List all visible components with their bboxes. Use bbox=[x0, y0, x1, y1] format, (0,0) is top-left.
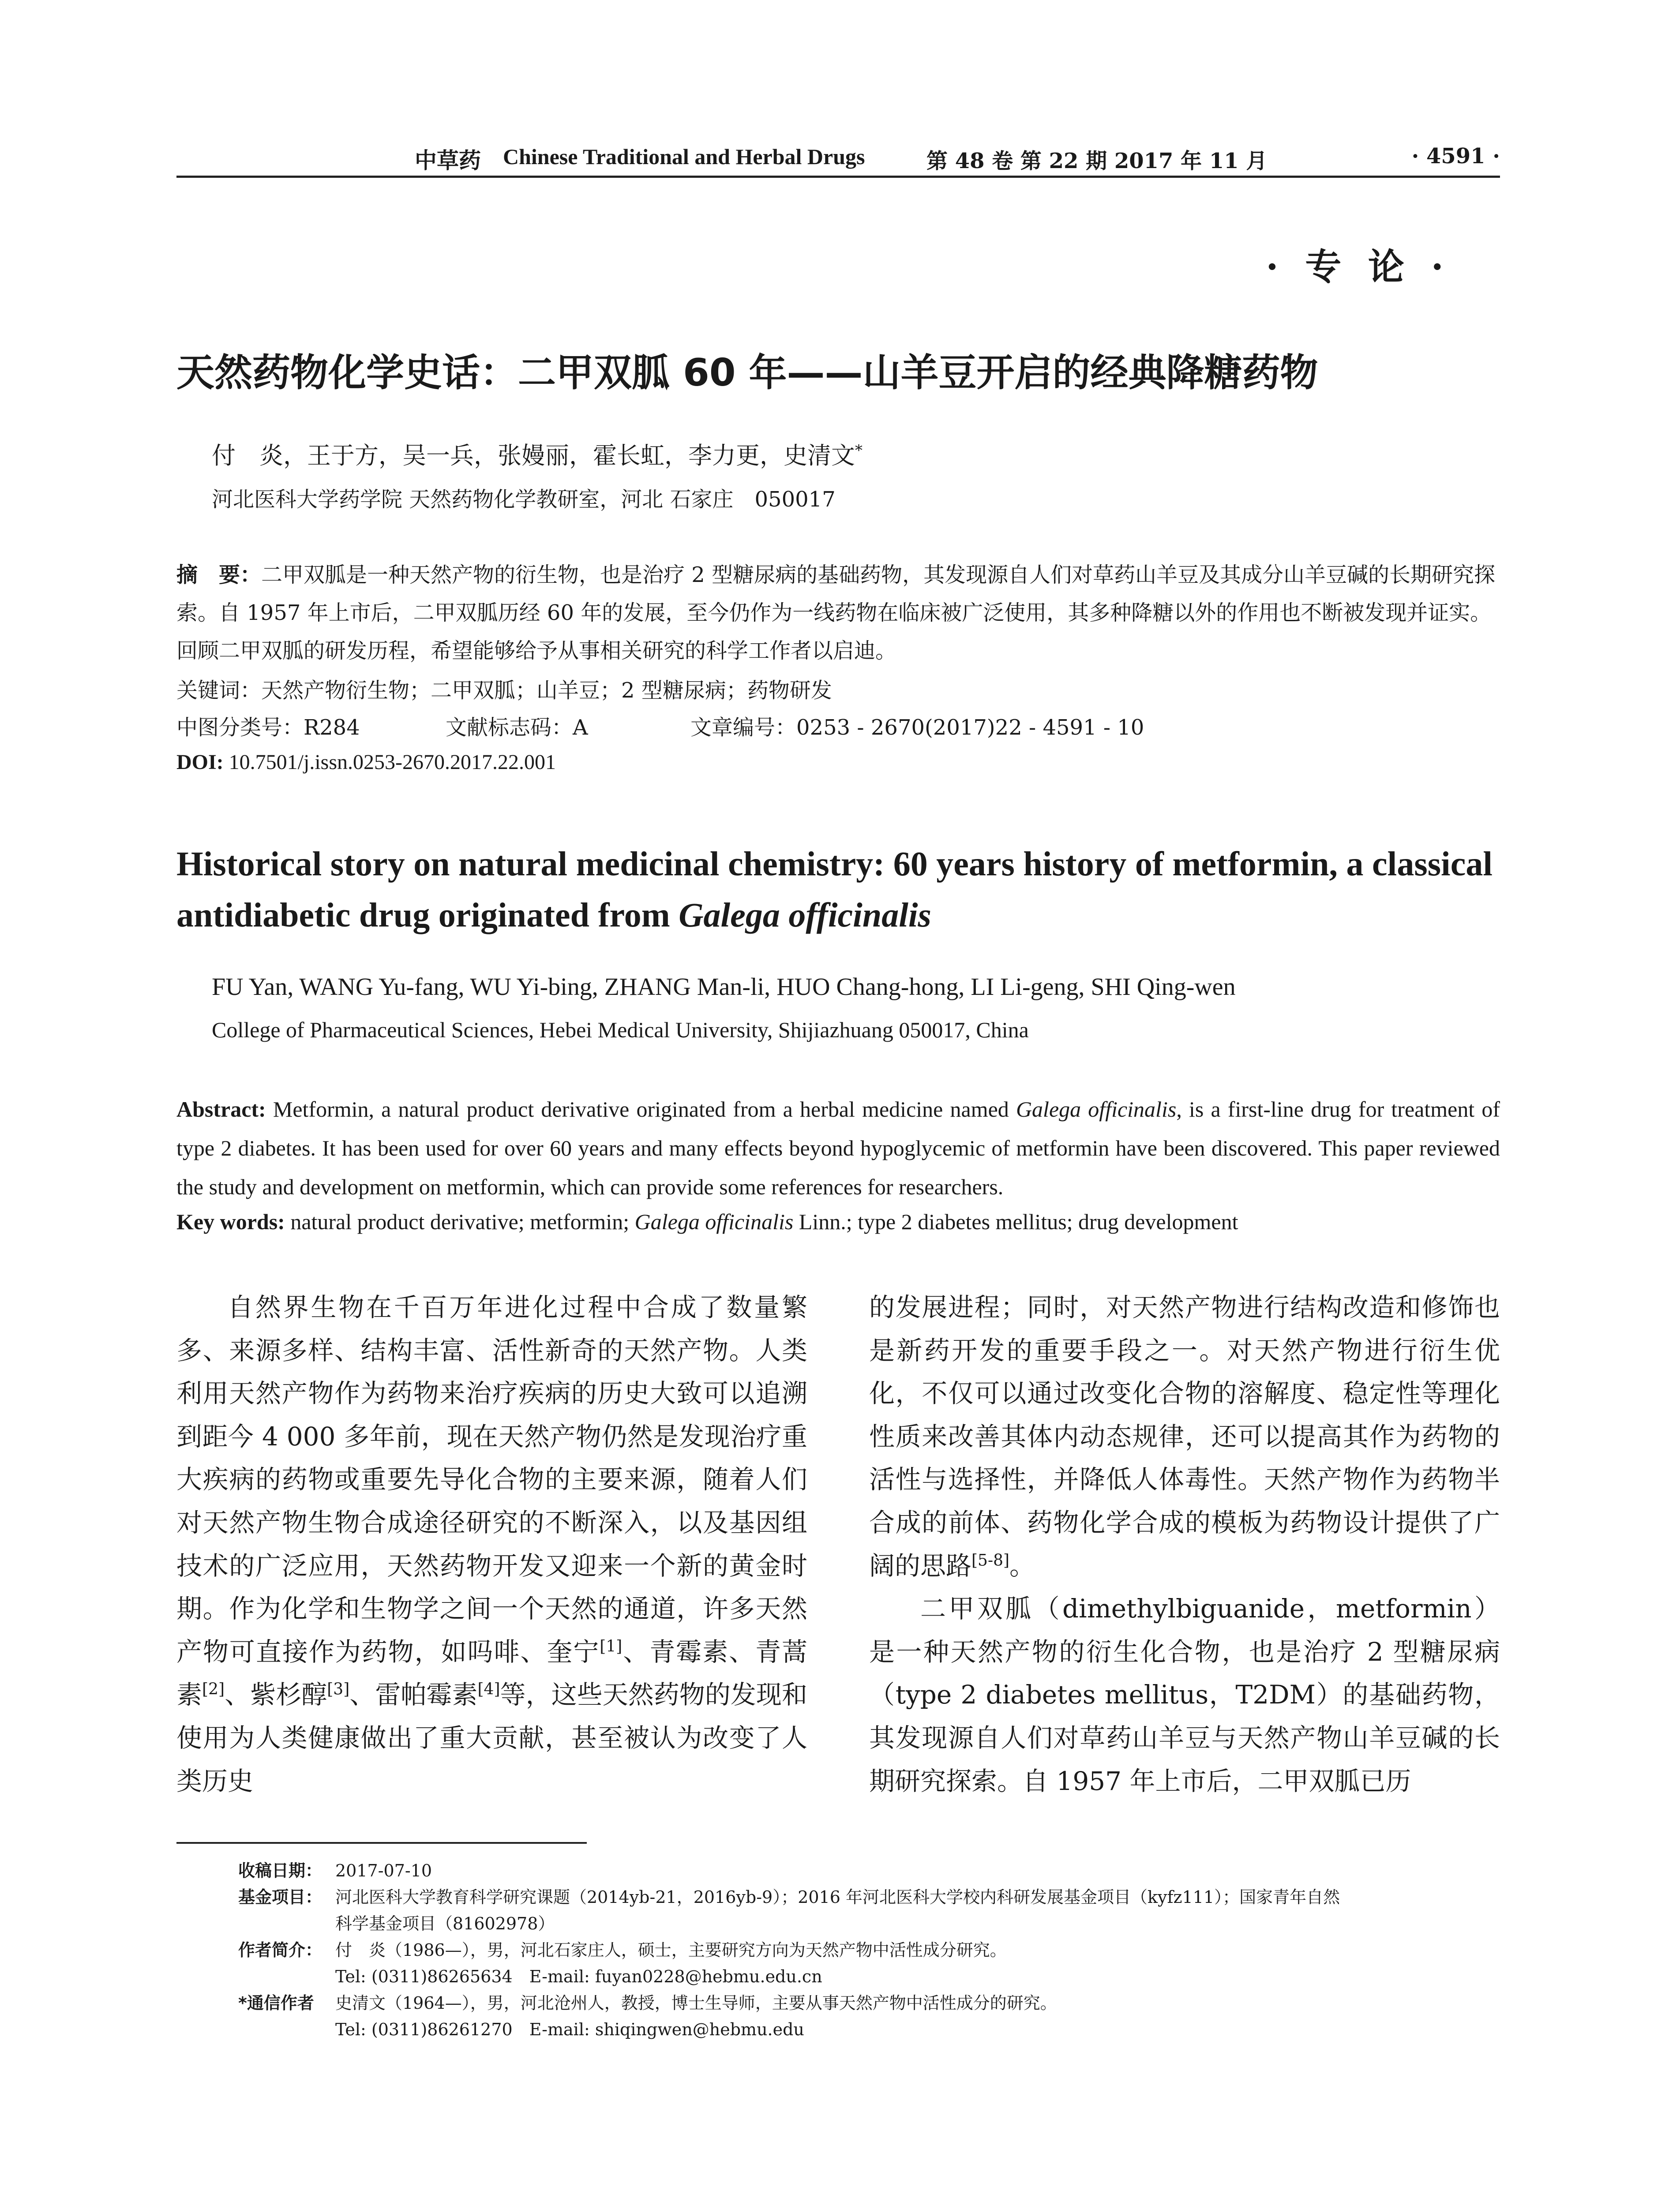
affiliation-en: College of Pharmaceutical Sciences, Hebei Medical University, Shijiazhuang 050017, China bbox=[212, 1017, 1029, 1042]
corresponding-mark: * bbox=[855, 442, 862, 459]
body-text: 的发展进程；同时，对天然产物进行结构改造和修饰也是新药开发的重要手段之一。对天然产物进行衍生优化，不仅可以通过改变化合物的溶解度、稳定性等理化性质来改善其体内动态规律，还可以提高其作为药物的活性与选择性，并降低人体毒性。天然产物作为药物半合成的前体、药物化学合成的模板为药物设计提供了广阔的思路 bbox=[869, 1292, 1500, 1581]
footnote-label: 收稿日期： bbox=[238, 1861, 322, 1880]
body-paragraph bbox=[869, 1286, 1500, 1587]
doi-value[interactable]: 10.7501/j.issn.0253-2670.2017.22.001 bbox=[229, 750, 556, 774]
keywords-cn-text: 天然产物衍生物；二甲双胍；山羊豆；2 型糖尿病；药物研发 bbox=[261, 678, 832, 703]
abstract-en-label: Abstract: bbox=[176, 1097, 266, 1122]
body-text: 、青霉素、青蒿素 bbox=[176, 1636, 807, 1710]
body-text: 二甲双胍（dimethylbiguanide，metformin）是一种天然产物的衍生化合物，也是治疗 2 型糖尿病（type 2 diabetes mellitus，T2DM）的基础药物，其发现源自人们对草药山羊豆与天然产物山羊豆碱的长期研究探索。自 1957 年上市后，二甲双胍已历 bbox=[869, 1594, 1500, 1796]
citation-ref[interactable]: [3] bbox=[327, 1681, 350, 1699]
abstract-en-text-cont: , is a first-line drug for treatment of type 2 diabetes. It has been used for over 60 years and many effects beyond hypoglycemic of metformin have been discovered. This paper reviewed the study and development on metformin, which can provide some references for researchers. bbox=[176, 1097, 1500, 1199]
keywords-cn-label: 关键词： bbox=[176, 678, 262, 703]
body-column-left bbox=[176, 1286, 807, 1803]
body-paragraph bbox=[869, 1587, 1500, 1803]
footnote-received bbox=[176, 1857, 1500, 1884]
footnote-label: 基金项目： bbox=[238, 1887, 322, 1907]
document-code: 文献标志码：A bbox=[446, 715, 588, 740]
abstract-cn-text: 二甲双胍是一种天然产物的衍生物，也是治疗 2 型糖尿病的基础药物，其发现源自人们对草药山羊豆及其成分山羊豆碱的长期研究探索。自 1957 年上市后，二甲双胍历经 60 年的发展，至今仍作为一线药物在临床被广泛使用，其多种降糖以外的作用也不断被发现并证实。回顾二甲双胍的研发历程，希望能够给予从事相关研究的科学工作者以启迪。 bbox=[176, 563, 1496, 663]
article-number: 文章编号：0253 - 2670(2017)22 - 4591 - 10 bbox=[690, 715, 1144, 740]
footnote-funding bbox=[176, 1884, 1500, 1937]
body-text: 、雷帕霉素 bbox=[349, 1680, 478, 1710]
keywords-en-label: Key words: bbox=[176, 1209, 285, 1234]
body-text: 。 bbox=[1009, 1550, 1035, 1581]
keywords-en-text: natural product derivative; metformin; bbox=[290, 1209, 635, 1234]
body-text: 、紫杉醇 bbox=[225, 1680, 327, 1710]
abstract-cn-label: 摘 要： bbox=[176, 563, 262, 587]
doi-label: DOI: bbox=[176, 750, 224, 774]
abstract-en-text: Metformin, a natural product derivative originated from a herbal medicine named bbox=[273, 1097, 1016, 1122]
footnote-line: 史清文（1964—），男，河北沧州人，教授，博士生导师，主要从事天然产物中活性成分的研究。 bbox=[335, 1993, 1057, 2013]
section-label: · 专 论 · bbox=[1266, 246, 1451, 288]
issue-info: 第 48 卷 第 22 期 2017 年 11 月 bbox=[926, 149, 1268, 173]
footnote-line[interactable]: Tel: (0311)86261270 E-mail: shiqingwen@hebmu.edu bbox=[335, 2020, 804, 2039]
citation-ref[interactable]: [2] bbox=[202, 1681, 225, 1699]
keywords-en bbox=[176, 1209, 1500, 1234]
footnote-line: 2017-07-10 bbox=[335, 1861, 432, 1880]
footnote-author-bio bbox=[176, 1937, 1500, 1990]
affiliation-cn: 河北医科大学药学院 天然药物化学教研室，河北 石家庄 050017 bbox=[212, 487, 836, 512]
footnotes bbox=[176, 1857, 1500, 2043]
title-en bbox=[176, 838, 1500, 941]
footnote-label: 作者简介： bbox=[238, 1940, 322, 1960]
doi bbox=[176, 750, 556, 774]
journal-name-en: Chinese Traditional and Herbal Drugs bbox=[503, 144, 865, 169]
abstract-cn bbox=[176, 556, 1500, 670]
header-rule bbox=[176, 176, 1500, 178]
title-cn: 天然药物化学史话：二甲双胍 60 年——山羊豆开启的经典降糖药物 bbox=[176, 351, 1318, 395]
clc-number: 中图分类号：R284 bbox=[176, 715, 360, 740]
body-paragraph bbox=[176, 1286, 807, 1803]
journal-name-cn: 中草药 bbox=[415, 147, 481, 173]
citation-ref[interactable]: [5-8] bbox=[971, 1551, 1010, 1570]
body-text: 等，这些天然药物的发现和使用为人类健康做出了重大贡献，甚至被认为改变了人类历史 bbox=[176, 1680, 807, 1796]
authors-cn-names: 付 炎，王于方，吴一兵，张嫚丽，霍长虹，李力更，史清文 bbox=[212, 442, 855, 469]
page-number: · 4591 · bbox=[1411, 144, 1500, 169]
title-en-species: Galega officinalis bbox=[679, 896, 931, 934]
abstract-en-species: Galega officinalis bbox=[1016, 1097, 1177, 1122]
abstract-en bbox=[176, 1090, 1500, 1206]
keywords-en-text-cont: Linn.; type 2 diabetes mellitus; drug development bbox=[793, 1209, 1238, 1234]
running-header bbox=[176, 141, 1500, 176]
authors-en: FU Yan, WANG Yu-fang, WU Yi-bing, ZHANG Man-li, HUO Chang-hong, LI Li-geng, SHI Qing-wen bbox=[212, 973, 1236, 1001]
footnote-line: 付 炎（1986—），男，河北石家庄人，硕士，主要研究方向为天然产物中活性成分研究。 bbox=[335, 1940, 1007, 1960]
footnote-corresponding bbox=[176, 1990, 1500, 2043]
keywords-en-species: Galega officinalis bbox=[634, 1209, 794, 1234]
footnote-label: *通信作者 bbox=[238, 1993, 314, 2013]
footnote-line: 河北医科大学教育科学研究课题（2014yb-21，2016yb-9）；2016 年河北医科大学校内科研发展基金项目（kyfz111）；国家青年自然 bbox=[335, 1887, 1340, 1907]
keywords-cn bbox=[176, 672, 1500, 709]
authors-cn bbox=[212, 437, 862, 471]
footnote-rule bbox=[176, 1842, 587, 1844]
footnote-line[interactable]: Tel: (0311)86265634 E-mail: fuyan0228@hebmu.edu.cn bbox=[335, 1967, 822, 1986]
citation-ref[interactable]: [4] bbox=[477, 1681, 500, 1699]
citation-ref[interactable]: [1] bbox=[600, 1637, 622, 1656]
title-en-main: Historical story on natural medicinal chemistry: 60 years history of metformin, a classical antidiabetic drug originated from bbox=[176, 844, 1493, 934]
body-column-right bbox=[869, 1286, 1500, 1803]
article-meta bbox=[176, 710, 1500, 750]
body-text: 自然界生物在千百万年进化过程中合成了数量繁多、来源多样、结构丰富、活性新奇的天然产物。人类利用天然产物作为药物来治疗疾病的历史大致可以追溯到距今 4 000 多年前，现在天然产物仍然是发现治疗重大疾病的药物或重要先导化合物的主要来源，随着人们对天然产物生物合成途径研究的不断深入，以及基因组技术的广泛应用，天然药物开发又迎来一个新的黄金时期。作为化学和生物学之间一个天然的通道，许多天然产物可直接作为药物，如吗啡、奎宁 bbox=[176, 1292, 807, 1667]
footnote-line: 科学基金项目（81602978） bbox=[335, 1914, 555, 1933]
